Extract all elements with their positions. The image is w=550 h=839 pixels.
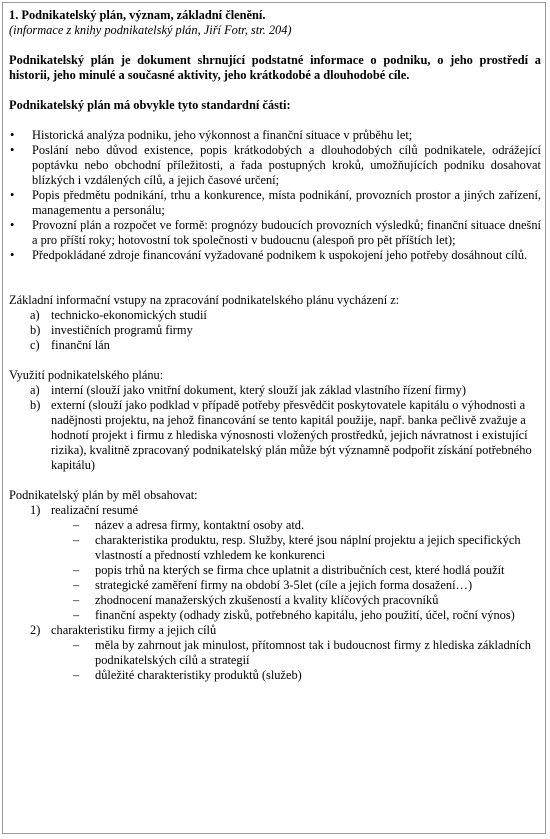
list-item: • Předpokládané zdroje financování vyžadované podnikem k uspokojení jeho potřeby dosáhnout cílů.	[9, 248, 541, 263]
list-marker: b)	[30, 398, 41, 412]
list-item-text: technicko-ekonomických studií	[51, 308, 207, 322]
list-item	[9, 623, 541, 638]
list-item: • Poslání nebo důvod existence, popis krátkodobých a dlouhodobých cílů podnikatele, odrážející poptávku nebo obchodní příležitosti, a řada postupných kroků, umožňujících podniku dosahovat blízkých i vzdálených cílů, a jejich časové určení;	[9, 143, 541, 188]
list-item-text: finanční lán	[51, 338, 110, 352]
list-item	[9, 383, 541, 398]
list-item	[9, 308, 541, 323]
list-item	[9, 338, 541, 353]
list-marker: b)	[30, 323, 41, 337]
sublist-item: – charakteristika produktu, resp. Služby, které jsou náplní projektu a jejich specifických vlastností a předností vzhledem ke konkurenci	[9, 533, 541, 563]
sublist-item: – strategické zaměření firmy na období 3-5let (cíle a jejich forma dosažení…)	[9, 578, 541, 593]
sublist-item: – název a adresa firmy, kontaktní osoby atd.	[9, 518, 541, 533]
sublist-item: – popis trhů na kterých se firma chce uplatnit a distribučních cest, které hodlá použít	[9, 563, 541, 578]
list-item	[9, 398, 541, 473]
contents-list	[9, 503, 541, 518]
usage-heading: Využití podnikatelského plánu:	[9, 368, 164, 382]
document-page	[2, 2, 546, 834]
definition-paragraph: Podnikatelský plán je dokument shrnující podstatné informace o podniku, o jeho prostředí a historii, jeho minulé a současné aktivity, jeho krátkodobé a dlouhodobé cíle.	[9, 53, 541, 82]
list-marker: 1)	[30, 503, 41, 517]
list-item-text: externí (slouží jako podklad v případě potřeby přesvědčit poskytovatele kapitálu o výhodnosti a nadějnosti projektu, na jehož financování se tento kapitál použije, např. banka pečlivě zvažuje a hodnotí projekt i firmu z hlediska výnosnosti vložených prostředků, jejich návratnost i existující rizika), kvalitně zpracovaný podnikatelský plán může být významně podpořit získání potřebného kapitálu)	[51, 398, 532, 472]
list-marker: a)	[30, 383, 40, 397]
document-content	[9, 8, 541, 683]
parts-heading: Podnikatelský plán má obvykle tyto standardní části:	[9, 98, 291, 112]
contents-heading: Podnikatelský plán by měl obsahovat:	[9, 488, 198, 502]
list-item	[9, 503, 541, 518]
sublist-item: – důležité charakteristiky produktů (služeb)	[9, 668, 541, 683]
sublist-characteristics	[9, 638, 541, 683]
list-item: • Popis předmětu podnikání, trhu a konkurence, místa podnikání, provozních prostor a jiných zařízení, managementu a personálu;	[9, 188, 541, 218]
sublist-item: – finanční aspekty (odhady zisků, potřebného kapitálu, jeho použití, účel, roční výnos)	[9, 608, 541, 623]
document-title: 1. Podnikatelský plán, význam, základní členění.	[9, 8, 266, 22]
sublist-summary	[9, 518, 541, 623]
list-item-text: investičních programů firmy	[51, 323, 193, 337]
list-item: • Historická analýza podniku, jeho výkonnost a finanční situace v průběhu let;	[9, 128, 541, 143]
list-item	[9, 323, 541, 338]
inputs-heading: Základní informační vstupy na zpracování podnikatelského plánu vycházení z:	[9, 293, 400, 307]
list-item-text: realizační resumé	[51, 503, 139, 517]
contents-list-2	[9, 623, 541, 638]
list-marker: a)	[30, 308, 40, 322]
usage-list	[9, 383, 541, 473]
inputs-list	[9, 308, 541, 353]
source-citation: (informace z knihy podnikatelský plán, Jiří Fotr, str. 204)	[9, 23, 292, 37]
sublist-item: – zhodnocení manažerských zkušeností a kvality klíčových pracovníků	[9, 593, 541, 608]
sublist-item: – měla by zahrnout jak minulost, přítomnost tak i budoucnost firmy z hlediska základních podnikatelských cílů a strategií	[9, 638, 541, 668]
list-item: • Provozní plán a rozpočet ve formě: prognózy budoucích provozních výsledků; finanční situace dnešní a pro příští roky; hotovostní tok společnosti v budoucnu (alespoň pro pět příštích let);	[9, 218, 541, 248]
parts-list	[9, 128, 541, 263]
list-marker: 2)	[30, 623, 41, 637]
list-item-text: interní (slouží jako vnitřní dokument, který slouží jak základ vlastního řízení firmy)	[51, 383, 466, 397]
list-marker: c)	[30, 338, 40, 352]
list-item-text: charakteristiku firmy a jejich cílů	[51, 623, 217, 637]
